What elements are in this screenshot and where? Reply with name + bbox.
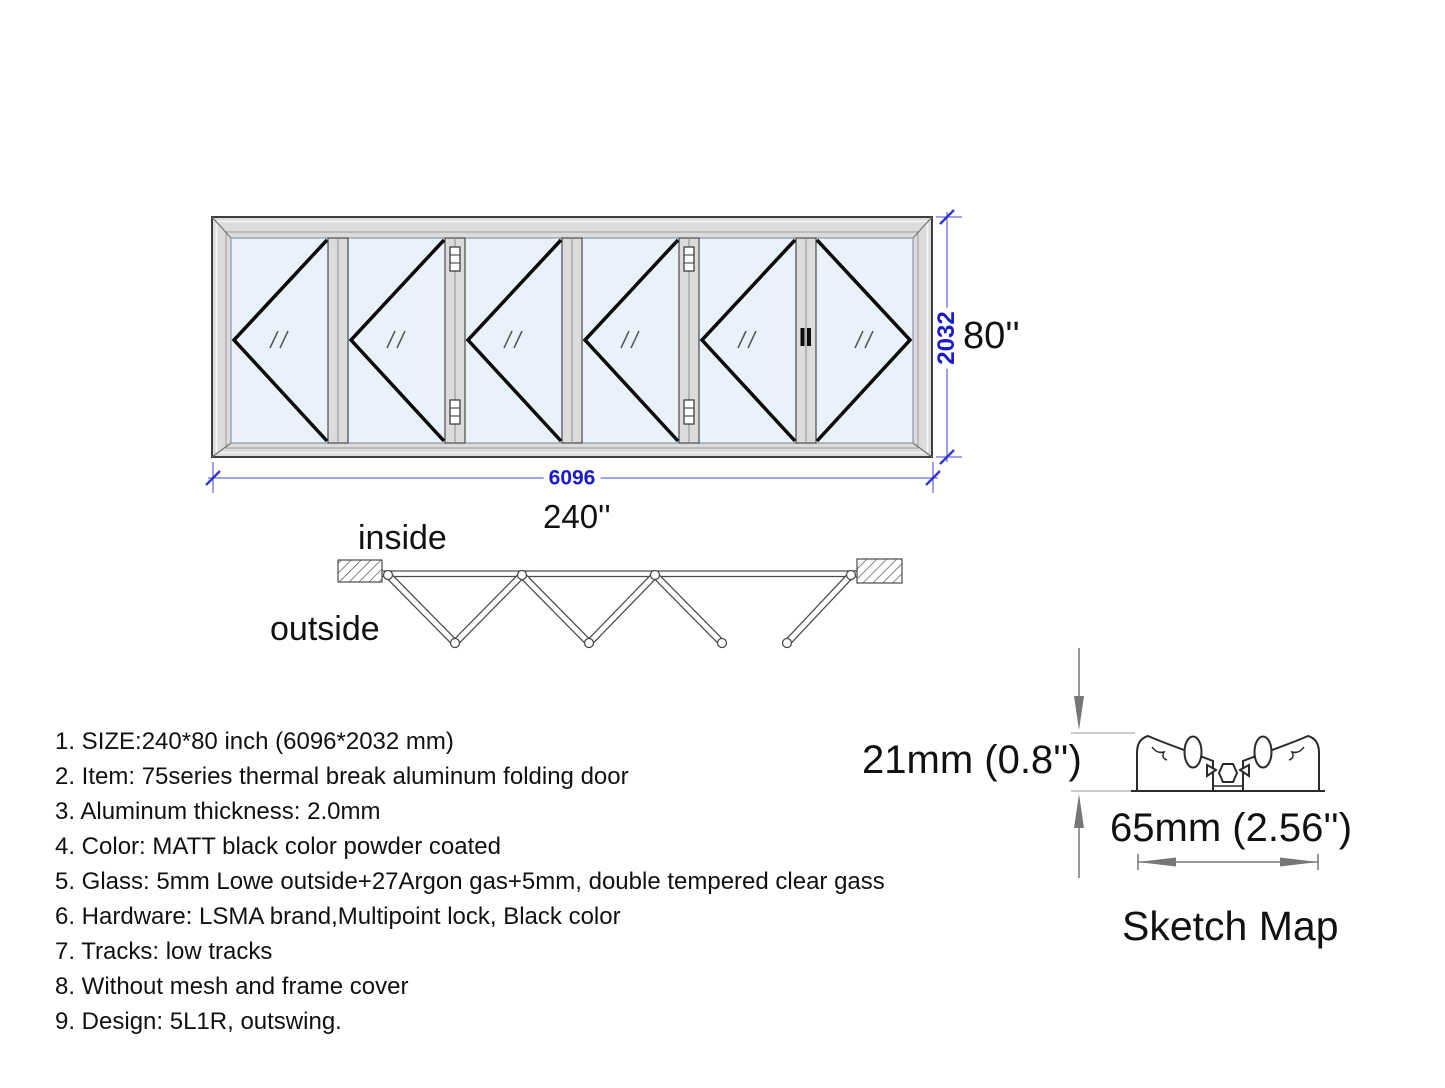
height-dimension-inch: 80'' xyxy=(963,315,1020,357)
width-dimension-inch: 240'' xyxy=(543,498,611,535)
height-dimension-mm: 2032 xyxy=(935,307,959,368)
door-elevation xyxy=(212,217,932,457)
glass-panel-6 xyxy=(816,238,913,443)
plan-panels xyxy=(388,575,851,643)
hinge xyxy=(450,247,460,271)
track-height-dimension: 21mm (0.8'') xyxy=(862,738,1082,782)
track-profile xyxy=(1131,736,1325,791)
glass-panel-1 xyxy=(231,238,328,443)
width-dimension-arrows xyxy=(1138,854,1318,870)
track-lines xyxy=(382,571,857,577)
width-dimension-mm: 6096 xyxy=(544,468,601,489)
outside-label: outside xyxy=(270,610,380,648)
spec-item-4: 4. Color: MATT black color powder coated xyxy=(55,833,501,860)
wall-block-right xyxy=(857,559,902,583)
spec-item-3: 3. Aluminum thickness: 2.0mm xyxy=(55,798,381,825)
glass-panel-5 xyxy=(699,238,796,443)
folding-plan-view xyxy=(338,559,902,648)
spec-item-8: 8. Without mesh and frame cover xyxy=(55,973,409,1000)
hinge xyxy=(684,400,694,424)
roller-left xyxy=(1185,737,1202,768)
glass-panel-4 xyxy=(582,238,679,443)
inside-label: inside xyxy=(358,519,447,557)
roller-right xyxy=(1255,737,1272,768)
spec-item-1: 1. SIZE:240*80 inch (6096*2032 mm) xyxy=(55,728,454,755)
hinge xyxy=(684,247,694,271)
wall-block-left xyxy=(338,560,382,582)
glass-panel-2 xyxy=(348,238,445,443)
sketch-map-title: Sketch Map xyxy=(1122,903,1339,949)
spec-item-5: 5. Glass: 5mm Lowe outside+27Argon gas+5mm, double tempered clear gass xyxy=(55,868,885,895)
spec-item-9: 9. Design: 5L1R, outswing. xyxy=(55,1008,342,1035)
spec-item-7: 7. Tracks: low tracks xyxy=(55,938,273,965)
spec-item-2: 2. Item: 75series thermal break aluminum folding door xyxy=(55,763,629,790)
center-interlock xyxy=(1219,764,1237,782)
specification-list xyxy=(55,724,885,1039)
spec-item-6: 6. Hardware: LSMA brand,Multipoint lock, Black color xyxy=(55,903,621,930)
hinge xyxy=(450,400,460,424)
glass-panel-3 xyxy=(465,238,562,443)
track-width-dimension: 65mm (2.56'') xyxy=(1110,806,1353,850)
